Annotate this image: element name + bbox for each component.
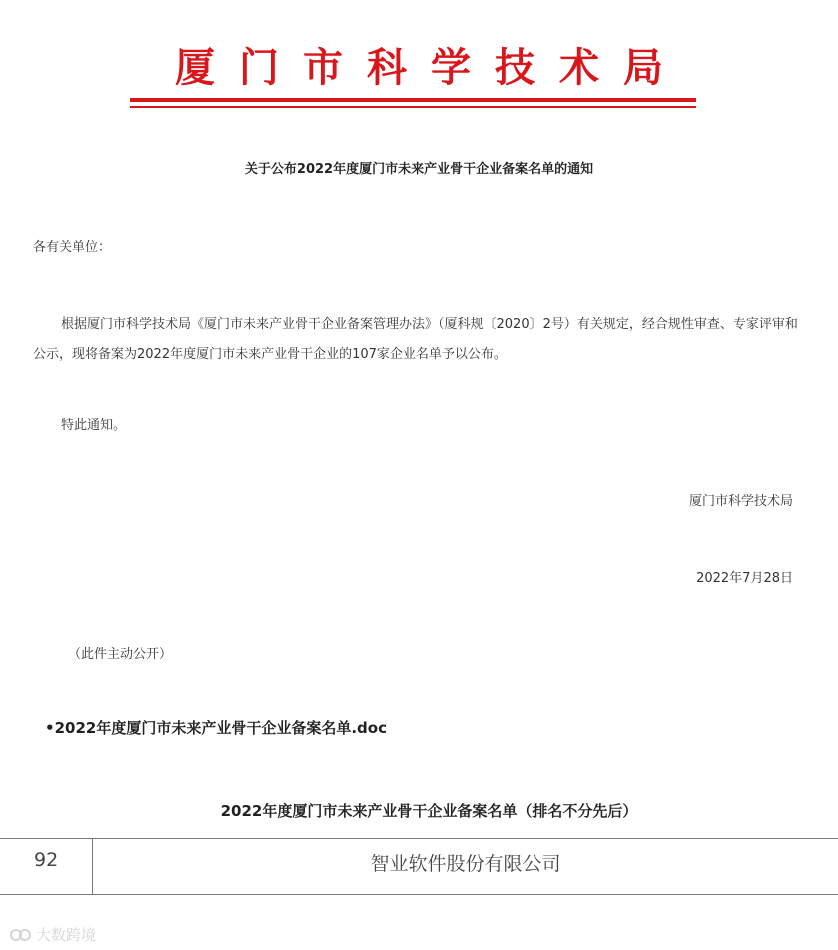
masthead-rule-thick (130, 98, 696, 102)
issue-date: 2022年7月28日 (696, 571, 793, 586)
salutation: 各有关单位： (33, 240, 112, 255)
row-number-cell: 92 (34, 849, 59, 871)
watermark-logo-icon (10, 927, 32, 943)
closing-remark: 特此通知。 (61, 418, 127, 433)
table-border-top (0, 838, 838, 839)
notice-body: 根据厦门市科学技术局《厦门市未来产业骨干企业备案管理办法》（厦科规〔2020〕2号）有关规定，经合规性审查、专家评审和公示，现将备案为2022年度厦门市未来产业骨干企业的107家企业名单予以公布。 (33, 317, 798, 362)
attachment-download-link[interactable]: •2022年度厦门市未来产业骨干企业备案名单.doc (45, 719, 387, 737)
issuer-signature: 厦门市科学技术局 (688, 494, 793, 509)
list-heading: 2022年度厦门市未来产业骨干企业备案名单（排名不分先后） (220, 802, 638, 820)
masthead (0, 38, 838, 98)
masthead-rule-thin (130, 106, 696, 108)
notice-title: 关于公布2022年度厦门市未来产业骨干企业备案名单的通知 (244, 162, 594, 177)
watermark-text: 大数跨境 (36, 926, 97, 944)
public-disclosure-note: （此件主动公开） (68, 647, 173, 662)
company-name-cell: 智业软件股份有限公司 (370, 853, 561, 875)
table-border-bottom (0, 894, 838, 895)
masthead-title: 厦门市科学技术局 (175, 44, 687, 91)
watermark (10, 924, 96, 945)
